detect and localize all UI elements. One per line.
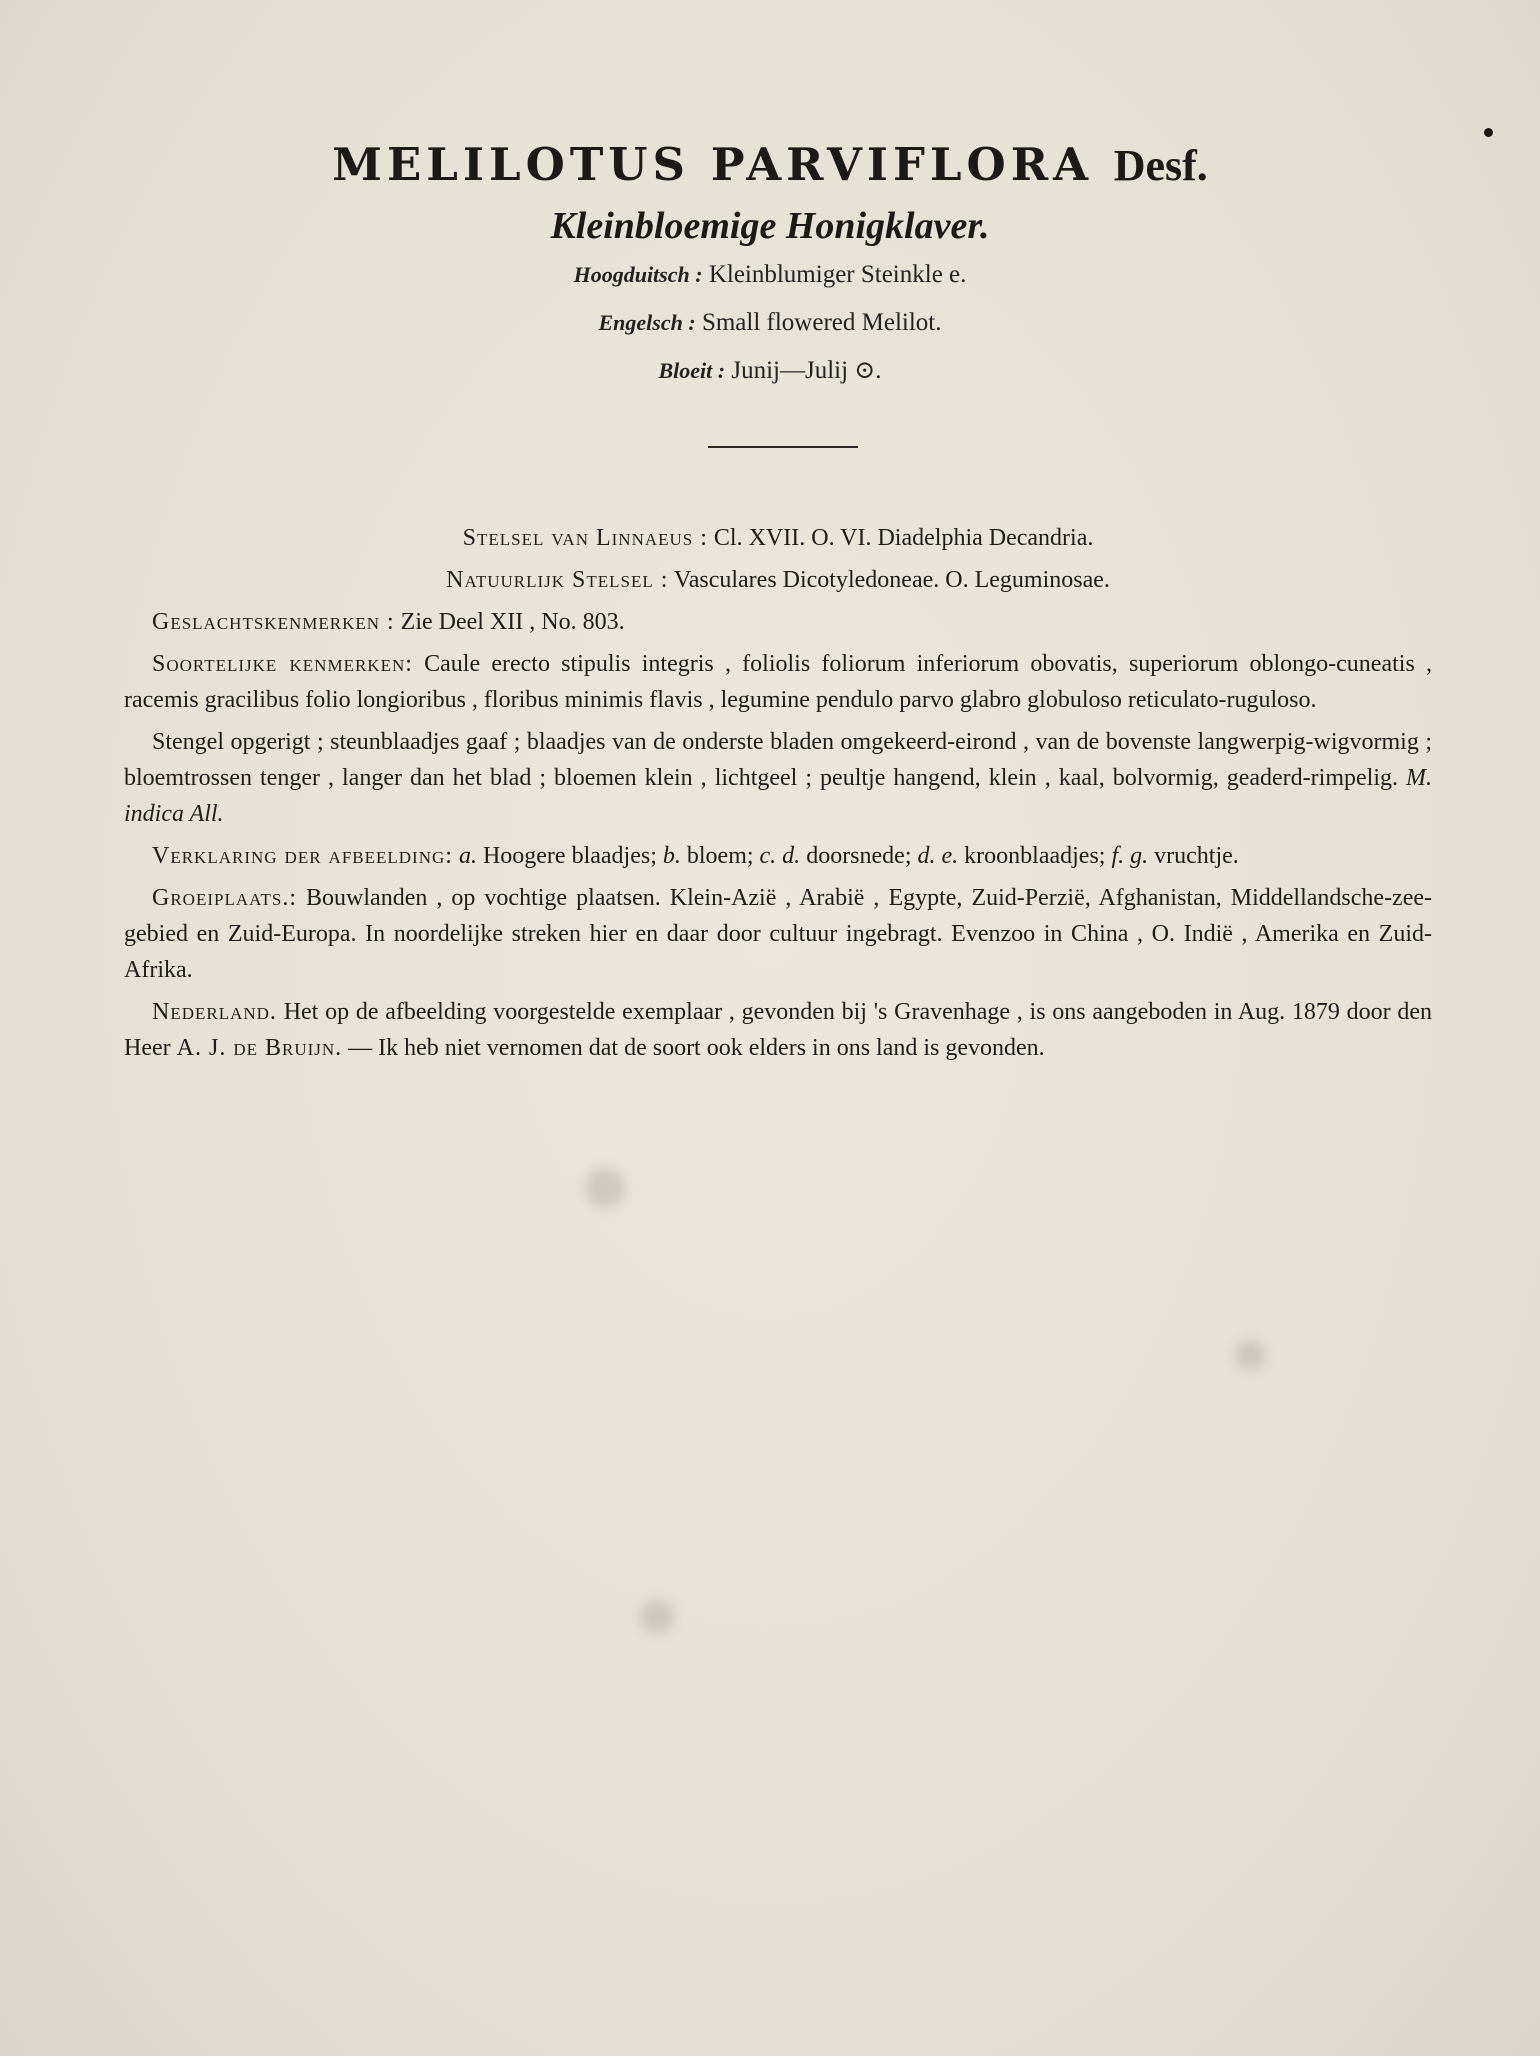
section-label: Geslachtskenmerken : <box>152 609 395 635</box>
paper-stain <box>1235 1340 1265 1370</box>
section-text: Zie Deel XII , No. 803. <box>400 609 625 635</box>
page-subtitle: Kleinbloemige Honigklaver. <box>550 205 990 247</box>
nederland <box>124 994 1432 1066</box>
section-text: Vasculares Dicotyledoneae. O. Leguminosae. <box>674 567 1110 593</box>
divider <box>708 446 858 448</box>
body-text <box>124 520 1432 1072</box>
header <box>0 130 1540 395</box>
figure-desc: Hoogere blaadjes; <box>476 843 663 869</box>
figure-key: a. <box>458 843 477 869</box>
title-author: Desf. <box>1113 141 1208 190</box>
person-name: A. J. de Bruijn. <box>176 1035 343 1061</box>
meta-value: Kleinblumiger Steinkle e. <box>708 261 967 288</box>
section-text: Cl. XVII. O. VI. Diadelphia Decandria. <box>713 525 1094 551</box>
figure-desc: kroonblaadjes; <box>958 843 1112 869</box>
section-label: Soortelijke kenmerken: <box>152 651 413 677</box>
section-text: Het op de afbeelding voorgestelde exemplaar , gevonden bij 's Gravenhage , is ons aangeboden in Aug. 1879 door den Heer <box>124 999 1433 1061</box>
page-title <box>0 130 1540 201</box>
figure-key: d. e. <box>917 843 959 869</box>
figure-desc: bloem; <box>680 843 760 869</box>
meta-value: Junij—Julij ⊙. <box>731 357 882 384</box>
section-label: Natuurlijk Stelsel : <box>446 567 669 593</box>
section-label: Stelsel van Linnaeus : <box>462 525 708 551</box>
section-label: Verklaring der afbeelding: <box>152 843 453 869</box>
title-text: MELILOTUS PARVIFLORA <box>332 138 1094 191</box>
beschrijving <box>124 724 1432 832</box>
figure-key: f. g. <box>1111 843 1149 869</box>
stelsel-linnaeus <box>124 520 1432 556</box>
section-text: Caule erecto stipulis integris , foliolis foliorum inferiorum obovatis, superiorum oblongo-cuneatis , racemis gracilibus folio longioribus , floribus minimis flavis , legumine pendulo parvo glabro globuloso reticulato-ruguloso. <box>124 651 1433 713</box>
figure-desc: vruchtje. <box>1148 843 1239 869</box>
soortelijke-kenmerken <box>124 646 1432 718</box>
section-label: Groeiplaats.: <box>152 885 298 911</box>
meta-label: Engelsch : <box>598 310 696 335</box>
verklaring-afbeelding <box>124 838 1432 874</box>
section-label: Nederland. <box>152 999 277 1025</box>
synonym: M. indica All. <box>124 765 1433 827</box>
meta-value: Small flowered Melilot. <box>701 309 942 336</box>
paper-stain <box>640 1600 674 1634</box>
section-text: Stengel opgerigt ; steunblaadjes gaaf ; blaadjes van de onderste bladen omgekeerd-eirond , van de bovenste langwerpig-wigvormig ; bloemtrossen tenger , langer dan het blad ; bloemen klein , lichtgeel ; peultje hangend, klein , kaal, bolvormig, geaderd-rimpelig. <box>124 729 1432 791</box>
natuurlijk-stelsel <box>124 562 1432 598</box>
meta-line <box>0 251 1540 299</box>
figure-key: c. d. <box>759 843 801 869</box>
paper-stain <box>585 1168 625 1208</box>
figure-key: b. <box>662 843 681 869</box>
meta-line <box>0 347 1540 395</box>
section-text: Bouwlanden , op vochtige plaatsen. Klein-Azië , Arabië , Egypte, Zuid-Perzië, Afghanistan, Middellandsche-zee-gebied en Zuid-Europa. In noordelijke streken hier en daar door cultuur ingebragt. Evenzoo in China , O. Indië , Amerika en Zuid-Afrika. <box>124 885 1433 983</box>
meta-line <box>0 299 1540 347</box>
geslachtskenmerken <box>124 604 1432 640</box>
meta-label: Bloeit : <box>658 358 726 383</box>
figure-desc: doorsnede; <box>800 843 918 869</box>
groeiplaats <box>124 880 1432 988</box>
section-text: — Ik heb niet vernomen dat de soort ook elders in ons land is gevonden. <box>348 1035 1045 1061</box>
meta-label: Hoogduitsch : <box>573 262 703 287</box>
